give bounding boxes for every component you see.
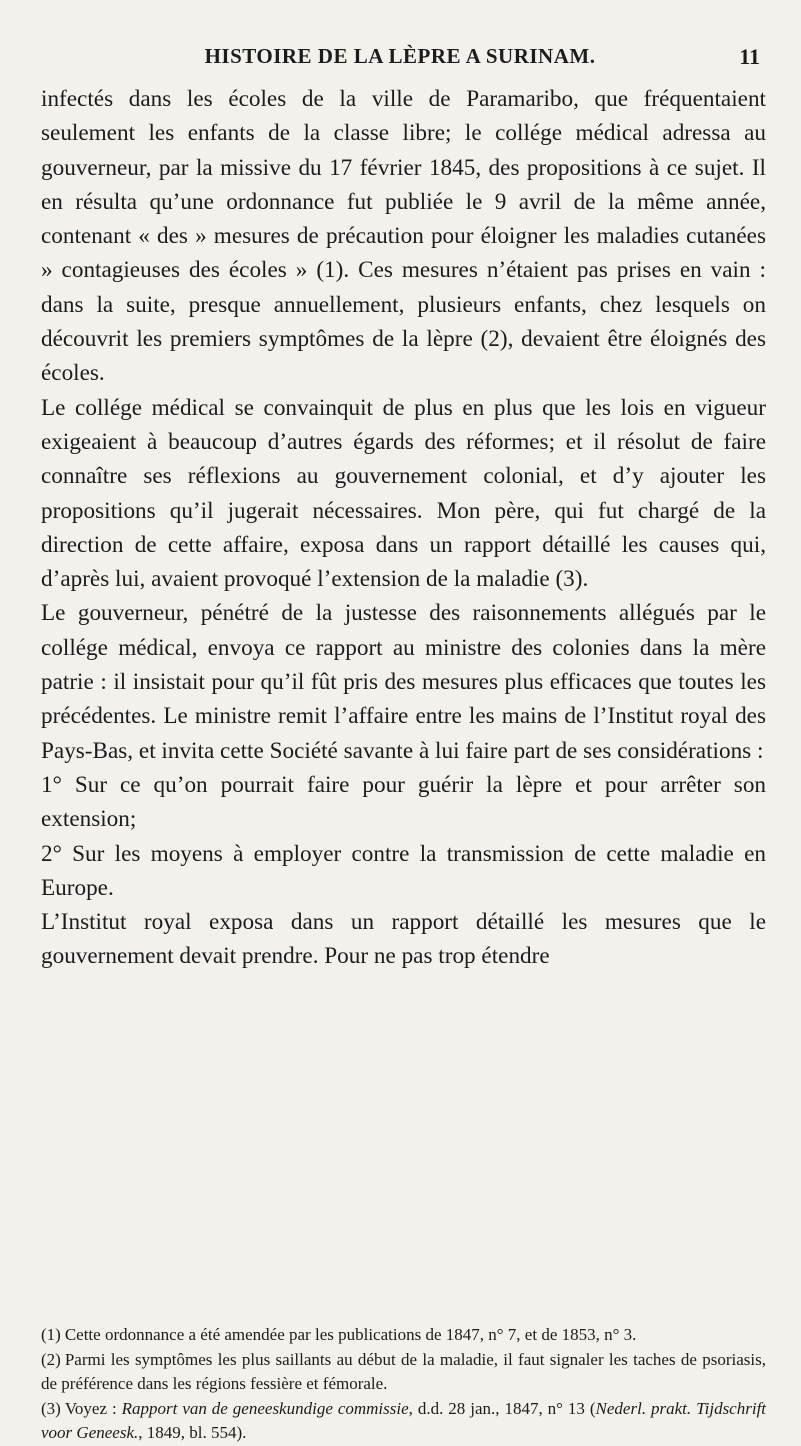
paragraph: 2° Sur les moyens à employer contre la transmission de cette maladie en Europe. — [41, 840, 766, 901]
paragraph: Le gouverneur, pénétré de la justesse des raisonnements allégués par le collége médical, envoya ce rapport au ministre des colonies dans la mère patrie : il insistait pour qu’il fût pris des mesures plus efficaces que toutes les précédentes. Le ministre remit l’affaire entre les mains de l’Institut royal des Pays-Bas, et invita cette Société savante à lui faire part de ses considérations : — [41, 600, 766, 764]
body-text — [41, 82, 766, 974]
footnote — [41, 1348, 766, 1397]
page-number: 11 — [739, 44, 760, 69]
page-header — [40, 44, 760, 74]
footnote-text: Voyez : — [64, 1398, 122, 1418]
footnote — [41, 1323, 766, 1348]
footnotes — [41, 1323, 766, 1446]
footnote-text: , d.d. 28 jan., 1847, n° 13 ( — [408, 1398, 596, 1418]
footnote-number: (2) — [41, 1349, 61, 1369]
footnote — [41, 1397, 766, 1446]
paragraph: 1° Sur ce qu’on pourrait faire pour guérir la lèpre et pour arrêter son extension; — [41, 771, 766, 833]
paragraph: Le collége médical se convainquit de plus en plus que les lois en vigueur exigeaient à beaucoup d’autres égards des réformes; et il résolut de faire connaître ses réflexions au gouvernement colonial, et d’y ajouter les propositions qu’il jugerait nécessaires. Mon père, qui fut chargé de la direction de cette affaire, exposa dans un rapport détaillé les causes qui, d’après lui, avaient provoqué l’extension de la maladie (3). — [41, 394, 766, 593]
footnote-number: (1) — [41, 1325, 61, 1344]
paragraph: infectés dans les écoles de la ville de Paramaribo, que fréquentaient seulement les enfants de la classe libre; le collége médical adressa au gouverneur, par la missive du 17 février 1845, des propositions à ce sujet. Il en résulta qu’une ordonnance fut publiée le 9 avril de la même année, contenant « des » mesures de précaution pour éloigner les maladies cutanées » contagieuses des écoles » (1). Ces mesures n’étaient pas prises en vain : dans la suite, presque annuellement, plusieurs enfants, chez lesquels on découvrit les premiers symptômes de la lèpre (2), devaient être éloignés des écoles. — [41, 86, 766, 387]
footnote-citation-title: Rapport van de geneeskundige commissie — [121, 1398, 409, 1418]
footnote-text: Cette ordonnance a été amendée par les publications de 1847, n° 7, et de 1853, n° 3. — [64, 1325, 637, 1344]
footnote-text: , 1849, bl. 554). — [138, 1423, 247, 1443]
footnote-journal-title: Nederl. prakt. Tijdschrift voor Geneesk. — [41, 1398, 767, 1443]
running-title: HISTOIRE DE LA LÈPRE A SURINAM. — [204, 44, 596, 68]
paragraph: L’Institut royal exposa dans un rapport détaillé les mesures que le gouvernement devait prendre. Pour ne pas trop étendre — [41, 909, 766, 970]
footnote-text: Parmi les symptômes les plus saillants au début de la maladie, il faut signaler les taches de psoriasis, de préférence dans les régions fessière et fémorale. — [41, 1349, 766, 1394]
footnote-number: (3) — [41, 1398, 61, 1418]
